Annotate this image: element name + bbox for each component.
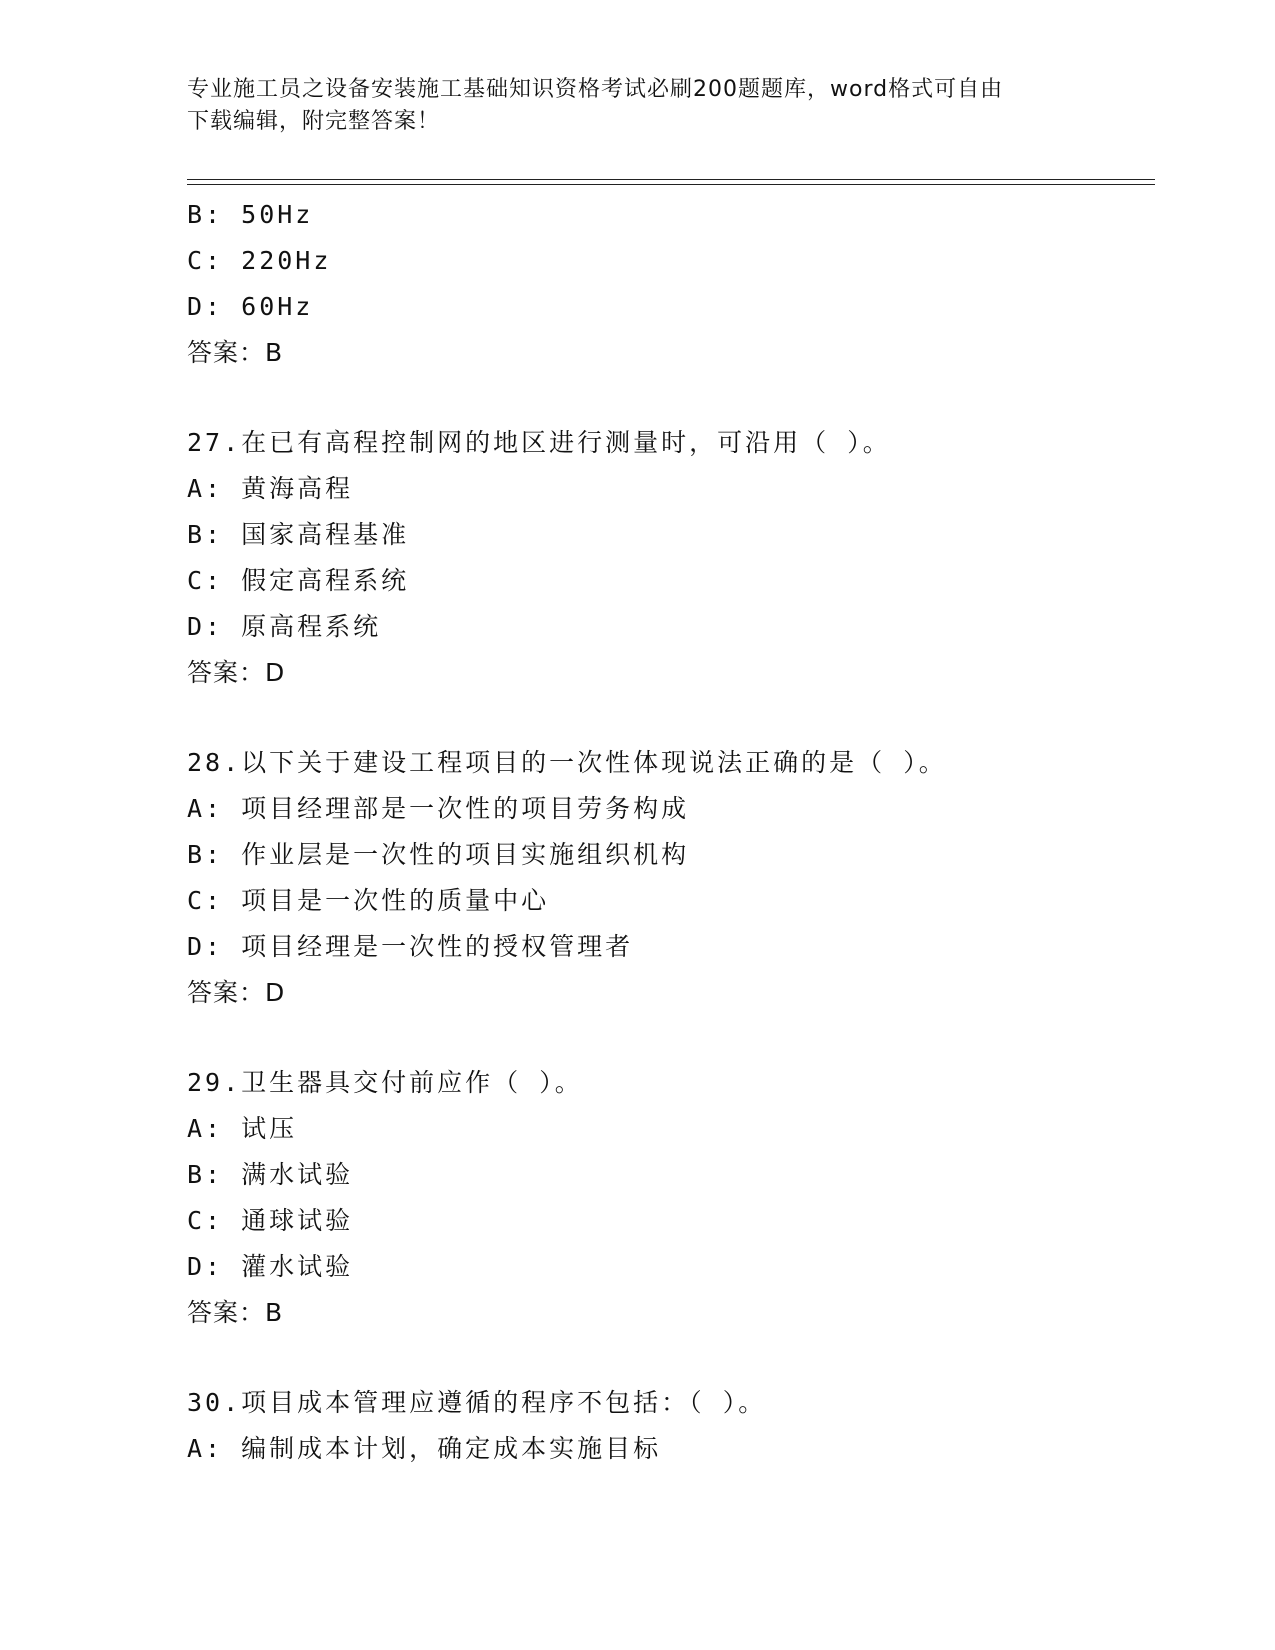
answer: 答案：D [187, 978, 286, 1007]
header-divider-top [187, 179, 1155, 180]
header-line-2: 下载编辑，附完整答案！ [187, 109, 441, 134]
option-d: D: 原高程系统 [187, 612, 382, 641]
option-d: D: 60Hz [187, 292, 314, 321]
question-stem: 28.以下关于建设工程项目的一次性体现说法正确的是（ ）。 [187, 748, 947, 777]
document-header [187, 74, 1087, 138]
question-27 [187, 420, 1155, 696]
option-c: C: 通球试验 [187, 1206, 354, 1235]
option-a: A: 项目经理部是一次性的项目劳务构成 [187, 794, 690, 823]
question-list [187, 192, 1155, 1472]
question-stem: 30.项目成本管理应遵循的程序不包括：（ ）。 [187, 1388, 767, 1417]
option-b: B: 国家高程基准 [187, 520, 410, 549]
option-c: C: 220Hz [187, 246, 332, 275]
option-b: B: 作业层是一次性的项目实施组织机构 [187, 840, 690, 869]
question-28 [187, 740, 1155, 1016]
option-a: A: 试压 [187, 1114, 298, 1143]
option-c: C: 假定高程系统 [187, 566, 410, 595]
header-divider-bottom [187, 184, 1155, 185]
answer: 答案：B [187, 1298, 284, 1327]
option-b: B: 50Hz [187, 200, 314, 229]
answer: 答案：B [187, 338, 284, 367]
question-stem: 27.在已有高程控制网的地区进行测量时，可沿用（ ）。 [187, 428, 891, 457]
question-26-continuation [187, 192, 1155, 376]
option-d: D: 灌水试验 [187, 1252, 354, 1281]
option-d: D: 项目经理是一次性的授权管理者 [187, 932, 634, 961]
header-line-1: 专业施工员之设备安装施工基础知识资格考试必刷200题题库，word格式可自由 [187, 77, 1004, 102]
question-30 [187, 1380, 1155, 1472]
question-29 [187, 1060, 1155, 1336]
option-a: A: 编制成本计划，确定成本实施目标 [187, 1434, 662, 1463]
option-c: C: 项目是一次性的质量中心 [187, 886, 550, 915]
answer: 答案：D [187, 658, 286, 687]
question-stem: 29.卫生器具交付前应作（ ）。 [187, 1068, 583, 1097]
option-a: A: 黄海高程 [187, 474, 354, 503]
option-b: B: 满水试验 [187, 1160, 354, 1189]
